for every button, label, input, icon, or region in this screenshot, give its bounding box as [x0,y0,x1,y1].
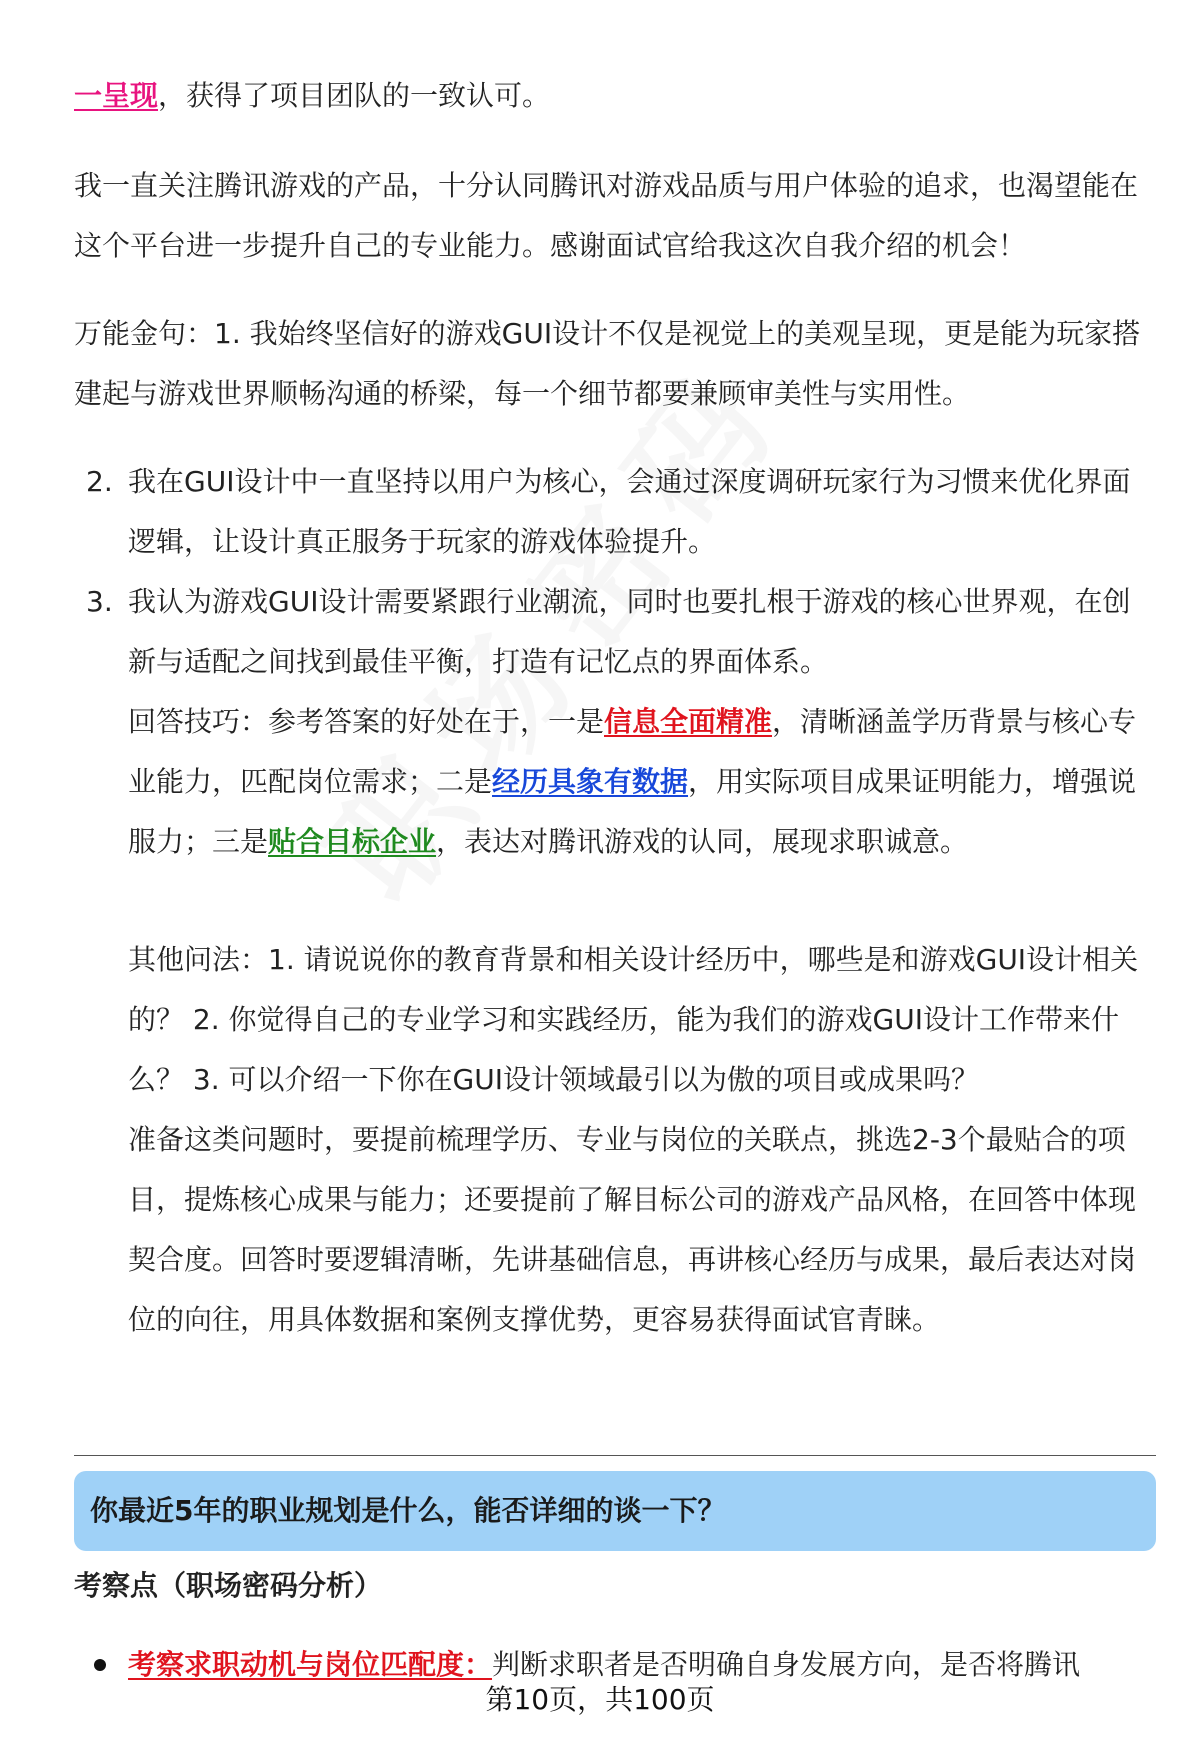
tips-text-3: ，用实际项目成果证明能力，增强说服力；三是 [128,765,1137,858]
question-title: 你最近5年的职业规划是什么，能否详细的谈一下？ [90,1494,726,1527]
section-title: 考察点（职场密码分析） [74,1569,383,1602]
item-number: 3. [86,585,113,618]
lead-highlight: 一呈现 [74,79,159,112]
intro-paragraph: 我一直关注腾讯游戏的产品，十分认同腾讯对游戏品质与用户体验的追求，也渴望能在这个平台进一步提升自己的专业能力。感谢面试官给我这次自我介绍的机会！ [74,169,1139,262]
golden-label: 万能金句： [74,317,215,350]
page-footer: 第10页，共100页 [485,1683,715,1716]
lead-rest: ，获得了项目团队的一致认可。 [158,79,551,112]
bullet-dot-icon [94,1659,106,1671]
section-divider [74,1455,1156,1456]
golden-sentence-paragraph [74,304,1154,424]
tips-text-4: ，表达对腾讯游戏的认同，展现求职诚意。 [436,825,969,858]
tips-text-2: ，清晰涵盖学历背景与核心专业能力，匹配岗位需求；二是 [128,705,1137,798]
other-questions-paragraph: 其他问法：1. 请说说你的教育背景和相关设计经历中，哪些是和游戏GUI设计相关的？ 2. 你觉得自己的专业学习和实践经历，能为我们的游戏GUI设计工作带来什么？ 3. 可以介绍一下你在GUI设计领域最引以为傲的项目或成果吗？ [128,943,1139,1096]
tips-highlight-accurate: 信息全面精准 [604,705,773,738]
question-box [74,1471,1156,1551]
item-number: 2. [86,465,113,498]
tips-highlight-data: 经历具象有数据 [492,765,689,798]
intro-lead-paragraph [74,66,1154,126]
bullet-highlight: 考察求职动机与岗位匹配度： [128,1648,493,1681]
item-text: 我认为游戏GUI设计需要紧跟行业潮流，同时也要扎根于游戏的核心世界观，在创新与适配之间找到最佳平衡，打造有记忆点的界面体系。 [128,585,1131,678]
item-text: 我在GUI设计中一直坚持以用户为核心，会通过深度调研玩家行为习惯来优化界面逻辑，让设计真正服务于玩家的游戏体验提升。 [128,465,1131,558]
bullet-body: 判断求职者是否明确自身发展方向，是否将腾讯 [492,1648,1081,1681]
answer-tips-paragraph [128,692,1154,872]
tips-text-1: 回答技巧：参考答案的好处在于，一是 [128,705,605,738]
tips-highlight-company: 贴合目标企业 [268,825,437,858]
preparation-paragraph: 准备这类问题时，要提前梳理学历、专业与岗位的关联点，挑选2-3个最贴合的项目，提炼核心成果与能力；还要提前了解目标公司的游戏产品风格，在回答中体现契合度。回答时要逻辑清晰，先讲基础信息，再讲核心经历与成果，最后表达对岗位的向往，用具体数据和案例支撑优势，更容易获得面试官青睐。 [128,1123,1137,1336]
golden-item-1: 1. 我始终坚信好的游戏GUI设计不仅是视觉上的美观呈现，更是能为玩家搭建起与游戏世界顺畅沟通的桥梁，每一个细节都要兼顾审美性与实用性。 [74,317,1141,410]
